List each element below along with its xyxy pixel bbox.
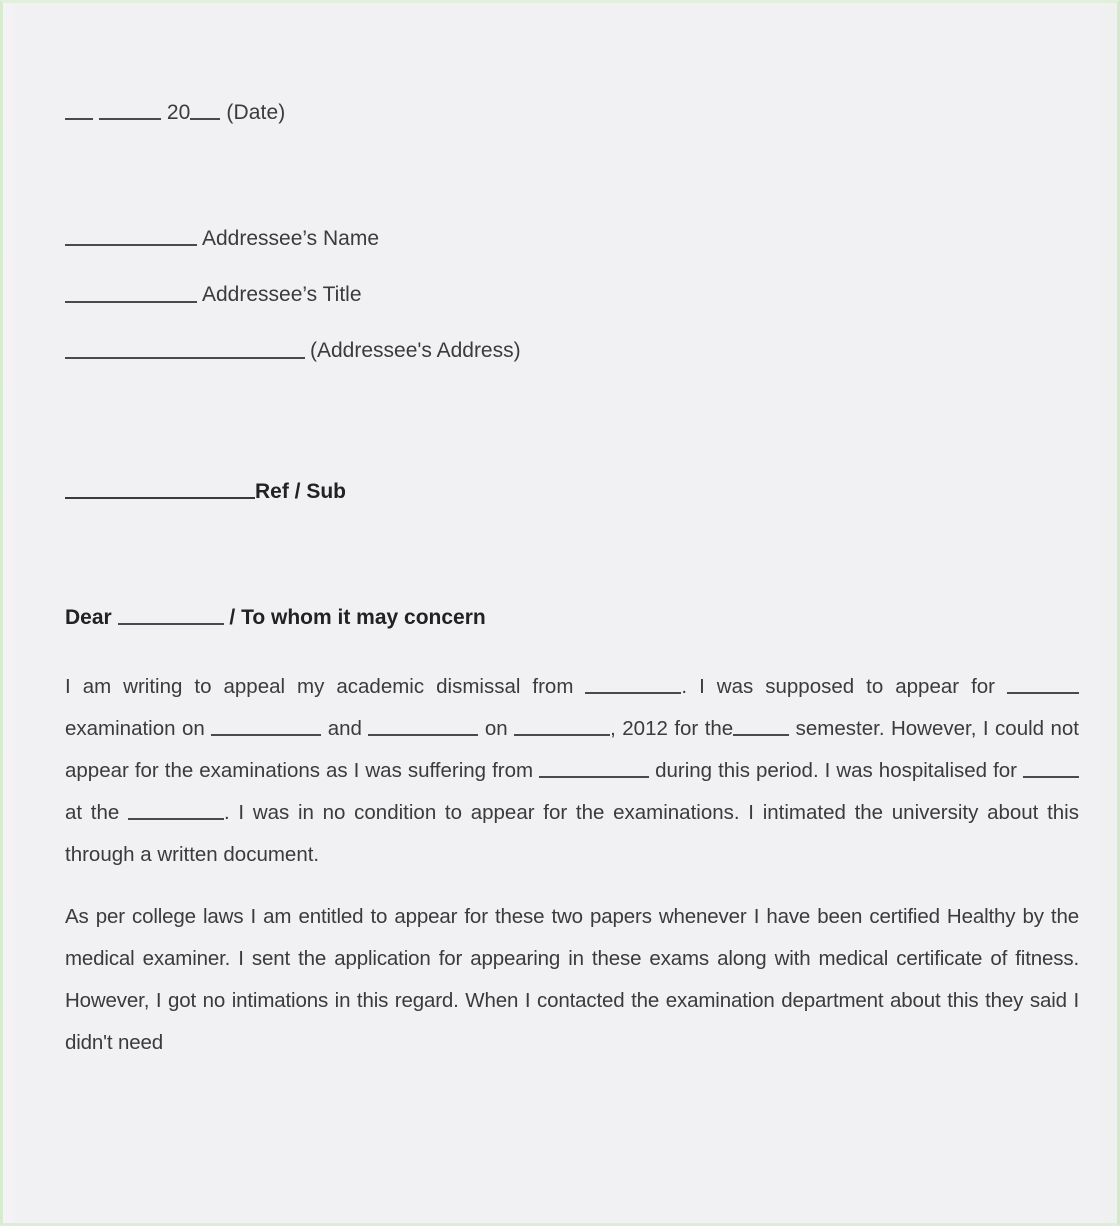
addressee-title-blank[interactable] bbox=[65, 281, 197, 302]
addressee-name-row bbox=[65, 225, 521, 251]
addressee-address-label: (Addressee's Address) bbox=[310, 339, 521, 363]
date-label: (Date) bbox=[226, 101, 286, 125]
p1-seg-17: at the bbox=[65, 801, 129, 824]
salutation-greeting: Dear bbox=[65, 606, 112, 630]
p1-blank-date-2[interactable] bbox=[368, 715, 478, 736]
date-line bbox=[65, 99, 285, 125]
p1-blank-exam-type[interactable] bbox=[1007, 673, 1079, 694]
salutation-name-blank[interactable] bbox=[118, 604, 224, 625]
date-year-blank[interactable] bbox=[190, 99, 220, 120]
addressee-title-label: Addressee’s Title bbox=[202, 283, 362, 307]
p1-blank-semester[interactable] bbox=[733, 715, 789, 736]
body-paragraph-1 bbox=[65, 666, 1079, 876]
p1-blank-duration[interactable] bbox=[1023, 757, 1079, 778]
p1-seg-11: , 2012 for the bbox=[610, 717, 734, 740]
p1-blank-illness[interactable] bbox=[539, 757, 649, 778]
p1-blank-date-1[interactable] bbox=[211, 715, 321, 736]
p1-seg-5: examination on bbox=[65, 717, 212, 740]
salutation-separator: / bbox=[229, 606, 236, 630]
salutation-line bbox=[65, 604, 486, 630]
date-year-prefix: 20 bbox=[166, 101, 191, 125]
addressee-name-label: Addressee’s Name bbox=[202, 227, 380, 251]
date-day-blank[interactable] bbox=[65, 99, 93, 120]
p1-seg-3: . I was supposed to appear for bbox=[681, 675, 1007, 698]
addressee-title-row bbox=[65, 281, 521, 307]
p1-seg-19: . I was in no condition to appear for the examinations. I intimated the university about this through a written document. bbox=[65, 801, 1079, 866]
reference-blank[interactable] bbox=[65, 478, 255, 499]
addressee-block bbox=[65, 225, 521, 364]
reference-label: Ref / Sub bbox=[255, 480, 347, 504]
addressee-address-blank[interactable] bbox=[65, 337, 305, 358]
addressee-address-row bbox=[65, 337, 521, 363]
p1-seg-13: semester. However, I could not appear for the examinations as I was suffering from bbox=[65, 717, 1080, 782]
addressee-name-blank[interactable] bbox=[65, 225, 197, 246]
p1-seg-7: and bbox=[321, 717, 369, 740]
page-surface bbox=[3, 3, 1117, 1223]
body-paragraph-2: As per college laws I am entitled to appear for these two papers whenever I have been certified Healthy by the medical examiner. I sent the application for appearing in these exams along with medical certificate of fitness. However, I got no intimations in this regard. When I contacted the examination department about this they said I didn't need bbox=[65, 905, 1079, 1054]
letter-body bbox=[65, 666, 1079, 1064]
p1-seg-1: I am writing to appeal my academic dismissal from bbox=[65, 675, 586, 698]
p1-seg-15: during this period. I was hospitalised for bbox=[649, 759, 1023, 782]
p1-blank-hospital[interactable] bbox=[128, 799, 224, 820]
salutation-alternative: To whom it may concern bbox=[241, 606, 486, 630]
reference-line bbox=[65, 478, 346, 504]
p1-seg-9: on bbox=[478, 717, 515, 740]
p1-blank-institution[interactable] bbox=[585, 673, 681, 694]
p1-blank-date-3[interactable] bbox=[514, 715, 610, 736]
date-month-blank[interactable] bbox=[99, 99, 161, 120]
